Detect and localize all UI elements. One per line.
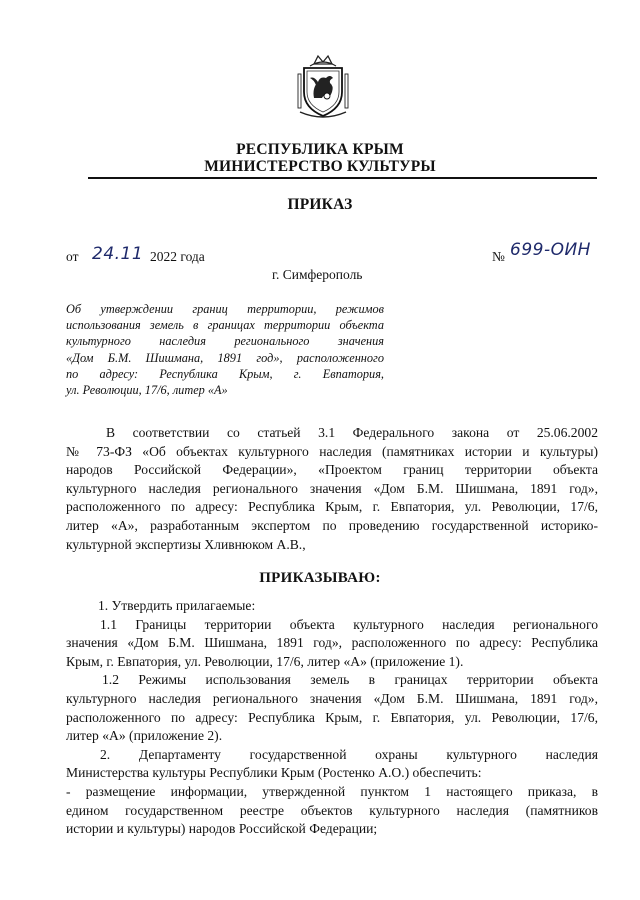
number-handwritten: 699-ОИН — [510, 240, 591, 260]
crimea-emblem-icon — [296, 52, 350, 120]
order-line: расположенного по адресу: Республика Крым, г. Евпатория, ул. Революции, 17/6, — [66, 709, 598, 725]
document-type: ПРИКАЗ — [287, 196, 353, 213]
order-line: 1. Утвердить прилагаемые: — [98, 598, 256, 613]
date-from-label: от — [66, 249, 79, 264]
preamble-line: культурного наследия регионального значения «Дом Б.М. Шишмана, 1891 год», — [66, 480, 598, 496]
orders-body — [66, 597, 598, 839]
order-line: 1.1 Границы территории объекта культурного наследия регионального — [100, 616, 598, 632]
header-ministry: МИНИСТЕРСТВО КУЛЬТУРЫ — [204, 158, 436, 175]
preamble — [66, 424, 598, 554]
preamble-line: № 73-ФЗ «Об объектах культурного наследия (памятниках истории и культуры) — [66, 443, 598, 459]
subject-line: ул. Революции, 17/6, литер «А» — [66, 383, 228, 398]
subject-line: Об утверждении границ территории, режимов — [66, 302, 384, 316]
header-divider — [88, 177, 597, 179]
order-line: - размещение информации, утвержденной пунктом 1 настоящего приказа, в — [66, 783, 598, 799]
order-line: 1.2 Режимы использования земель в границах территории объекта — [102, 672, 598, 688]
order-line: едином государственном реестре объектов культурного наследия (памятников — [66, 802, 598, 818]
subject-block — [66, 301, 384, 398]
order-line: Крым, г. Евпатория, ул. Революции, 17/6, литер «А» (приложение 1). — [66, 653, 464, 669]
header-region: РЕСПУБЛИКА КРЫМ — [236, 141, 404, 158]
order-line: значения «Дом Б.М. Шишмана, 1891 год», расположенного по адресу: Республика — [66, 635, 598, 651]
order-line: литер «А» (приложение 2). — [66, 728, 223, 744]
order-line: истории и культуры) народов Российской Федерации; — [66, 821, 378, 837]
date-year: 2022 года — [150, 249, 205, 264]
preamble-line: расположенного по адресу: Республика Крым, г. Евпатория, ул. Революции, 17/6, — [66, 499, 598, 515]
subject-line: по адресу: Республика Крым, г. Евпатория, — [66, 366, 384, 381]
preamble-line: литер «А», разработанным экспертом по проведению государственной историко- — [66, 517, 598, 533]
order-line: Министерства культуры Республики Крым (Ростенко А.О.) обеспечить: — [66, 765, 482, 781]
preamble-line: культурной экспертизы Хливнюком А.В., — [66, 536, 306, 552]
subject-line: использования земель в границах территории объекта — [66, 318, 384, 333]
subject-line: культурного наследия регионального значения — [66, 334, 384, 349]
subject-line: «Дом Б.М. Шишмана, 1891 год», расположенного — [66, 350, 384, 365]
orders-heading: ПРИКАЗЫВАЮ: — [259, 570, 381, 586]
order-line: культурного наследия регионального значения «Дом Б.М. Шишмана, 1891 год», — [66, 690, 598, 706]
order-line: 2. Департаменту государственной охраны культурного наследия — [100, 746, 598, 762]
preamble-line: В соответствии со статьей 3.1 Федерального закона от 25.06.2002 — [106, 425, 598, 440]
date-handwritten: 24.11 — [92, 244, 144, 264]
number-label: № — [492, 249, 505, 264]
city: г. Симферополь — [272, 267, 363, 282]
preamble-line: народов Российской Федерации», «Проектом границ территории объекта — [66, 462, 598, 478]
